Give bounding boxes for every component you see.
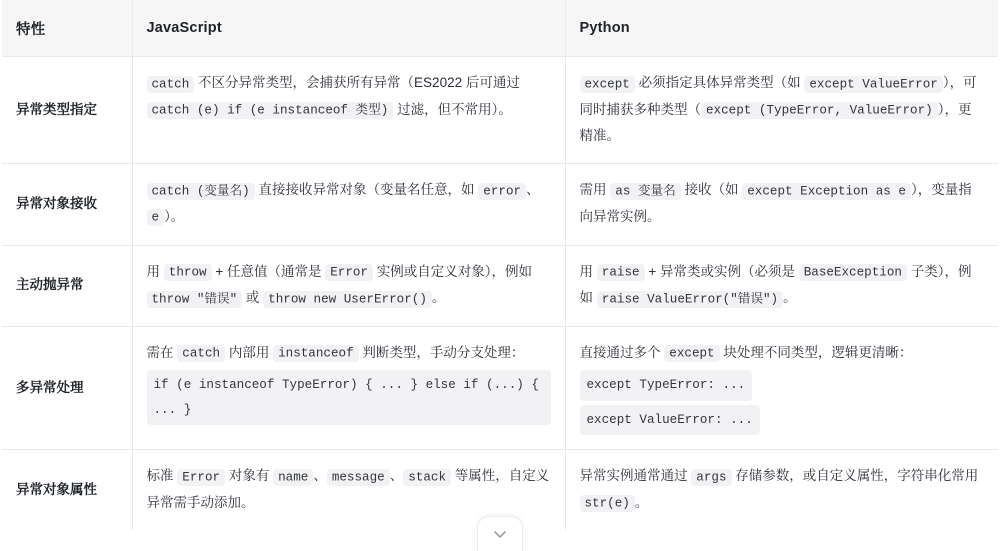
text-run: 实例或自定义对象），例如 [373,263,533,279]
text-run: 不区分异常类型，会捕获所有异常（ES2022 后可通过 [194,75,520,90]
inline-code: throw [164,264,212,281]
inline-code: BaseException [799,264,907,281]
scroll-down-button[interactable] [477,516,523,551]
text-run: 必须指定具体异常类型（如 [634,75,805,90]
table-row [2,245,998,326]
text-run: 异常实例通常通过 [579,468,692,484]
inline-code: str(e) [580,495,635,512]
cell-javascript-1 [132,164,565,245]
inline-code: stack [403,469,451,486]
inline-code: Error [325,264,373,281]
comparison-table [2,0,998,530]
text-run: 、 [526,182,540,198]
text-run: 等属性，自定义异常需手动添加。 [146,468,550,510]
cell-javascript-2 [132,245,565,326]
text-run: 或 [242,290,264,306]
column-header-python: Python [565,0,998,57]
text-run: + 任意值（通常是 [211,263,326,279]
cell-javascript-0 [132,57,565,164]
text-run: ）。 [164,208,185,224]
cell-javascript-3 [132,326,565,450]
text-run: 内部用 [225,344,274,360]
table-header-row [2,0,998,57]
inline-code: throw "错误" [147,291,243,308]
table-row [2,326,998,450]
text-run: 、 [313,468,327,484]
text-run: 存储参数，或自定义属性，字符串化常用 [731,468,979,484]
inline-code: raise [597,264,645,281]
text-run: 直接接收异常对象（变量名任意，如 [254,182,479,198]
inline-code: catch (变量名) [147,183,255,200]
cell-python-1 [565,164,998,245]
table-row [2,164,998,245]
cell-python-4 [565,450,998,531]
table-row [2,57,998,164]
text-run: 对象有 [225,468,274,484]
inline-code: raise ValueError("错误") [597,291,783,308]
code-block: except ValueError: ... [580,405,760,436]
text-run: 块处理不同类型，逻辑更清晰： [719,344,913,360]
text-run: 。 [634,494,649,510]
text-run: 用 [146,263,164,279]
inline-code: except Exception as e [742,183,911,200]
inline-code: instanceof [273,345,359,362]
inline-code: except (TypeError, ValueError) [701,102,938,119]
inline-code: catch [147,76,195,93]
text-run: 。 [783,290,797,306]
inline-code: except [580,76,635,93]
column-header-feature: 特性 [2,0,132,57]
cell-python-0 [565,57,998,164]
table-body [2,57,998,531]
text-run: 直接通过多个 [579,344,665,360]
row-header-2: 主动抛异常 [2,245,132,326]
inline-code: catch (e) if (e instanceof 类型) [147,102,394,119]
inline-code: message [327,469,390,486]
inline-code: name [273,469,313,486]
text-run: 需在 [146,344,178,360]
inline-code: catch [177,345,225,362]
inline-code: error [478,183,526,200]
row-header-1: 异常对象接收 [2,164,132,245]
text-run: ），更精准。 [579,101,972,144]
text-run: + 异常类或实例（必须是 [644,263,799,279]
inline-code: e [147,209,165,226]
column-header-javascript: JavaScript [132,0,565,57]
inline-code: Error [177,469,225,486]
text-run: 需用 [579,182,611,198]
inline-code: except ValueError [804,76,942,93]
row-header-0: 异常类型指定 [2,57,132,164]
chevron-down-icon [490,524,510,544]
row-header-3: 多异常处理 [2,326,132,450]
text-run: 接收（如 [680,182,743,198]
row-header-4: 异常对象属性 [2,450,132,531]
text-run: 、 [389,468,404,484]
text-run: 用 [579,263,597,279]
text-run: 标准 [146,468,178,484]
code-block: if (e instanceof TypeError) { ... } else if (...) { ... } [147,370,551,425]
text-run: 子类），例如 [579,263,972,306]
inline-code: as 变量名 [610,183,680,200]
inline-code: args [691,469,731,486]
inline-code: throw new UserError() [263,291,432,308]
cell-python-2 [565,245,998,326]
text-run: ），可同时捕获多种类型（ [579,75,977,117]
cell-python-3 [565,326,998,450]
text-run: ），变量指向异常实例。 [579,182,972,224]
text-run: 。 [431,290,446,306]
inline-code: except [664,345,719,362]
code-block: except TypeError: ... [580,370,753,401]
text-run: 判断类型，手动分支处理： [358,344,525,360]
table-header [2,0,998,57]
text-run: 过滤，但不常用）。 [393,101,512,117]
